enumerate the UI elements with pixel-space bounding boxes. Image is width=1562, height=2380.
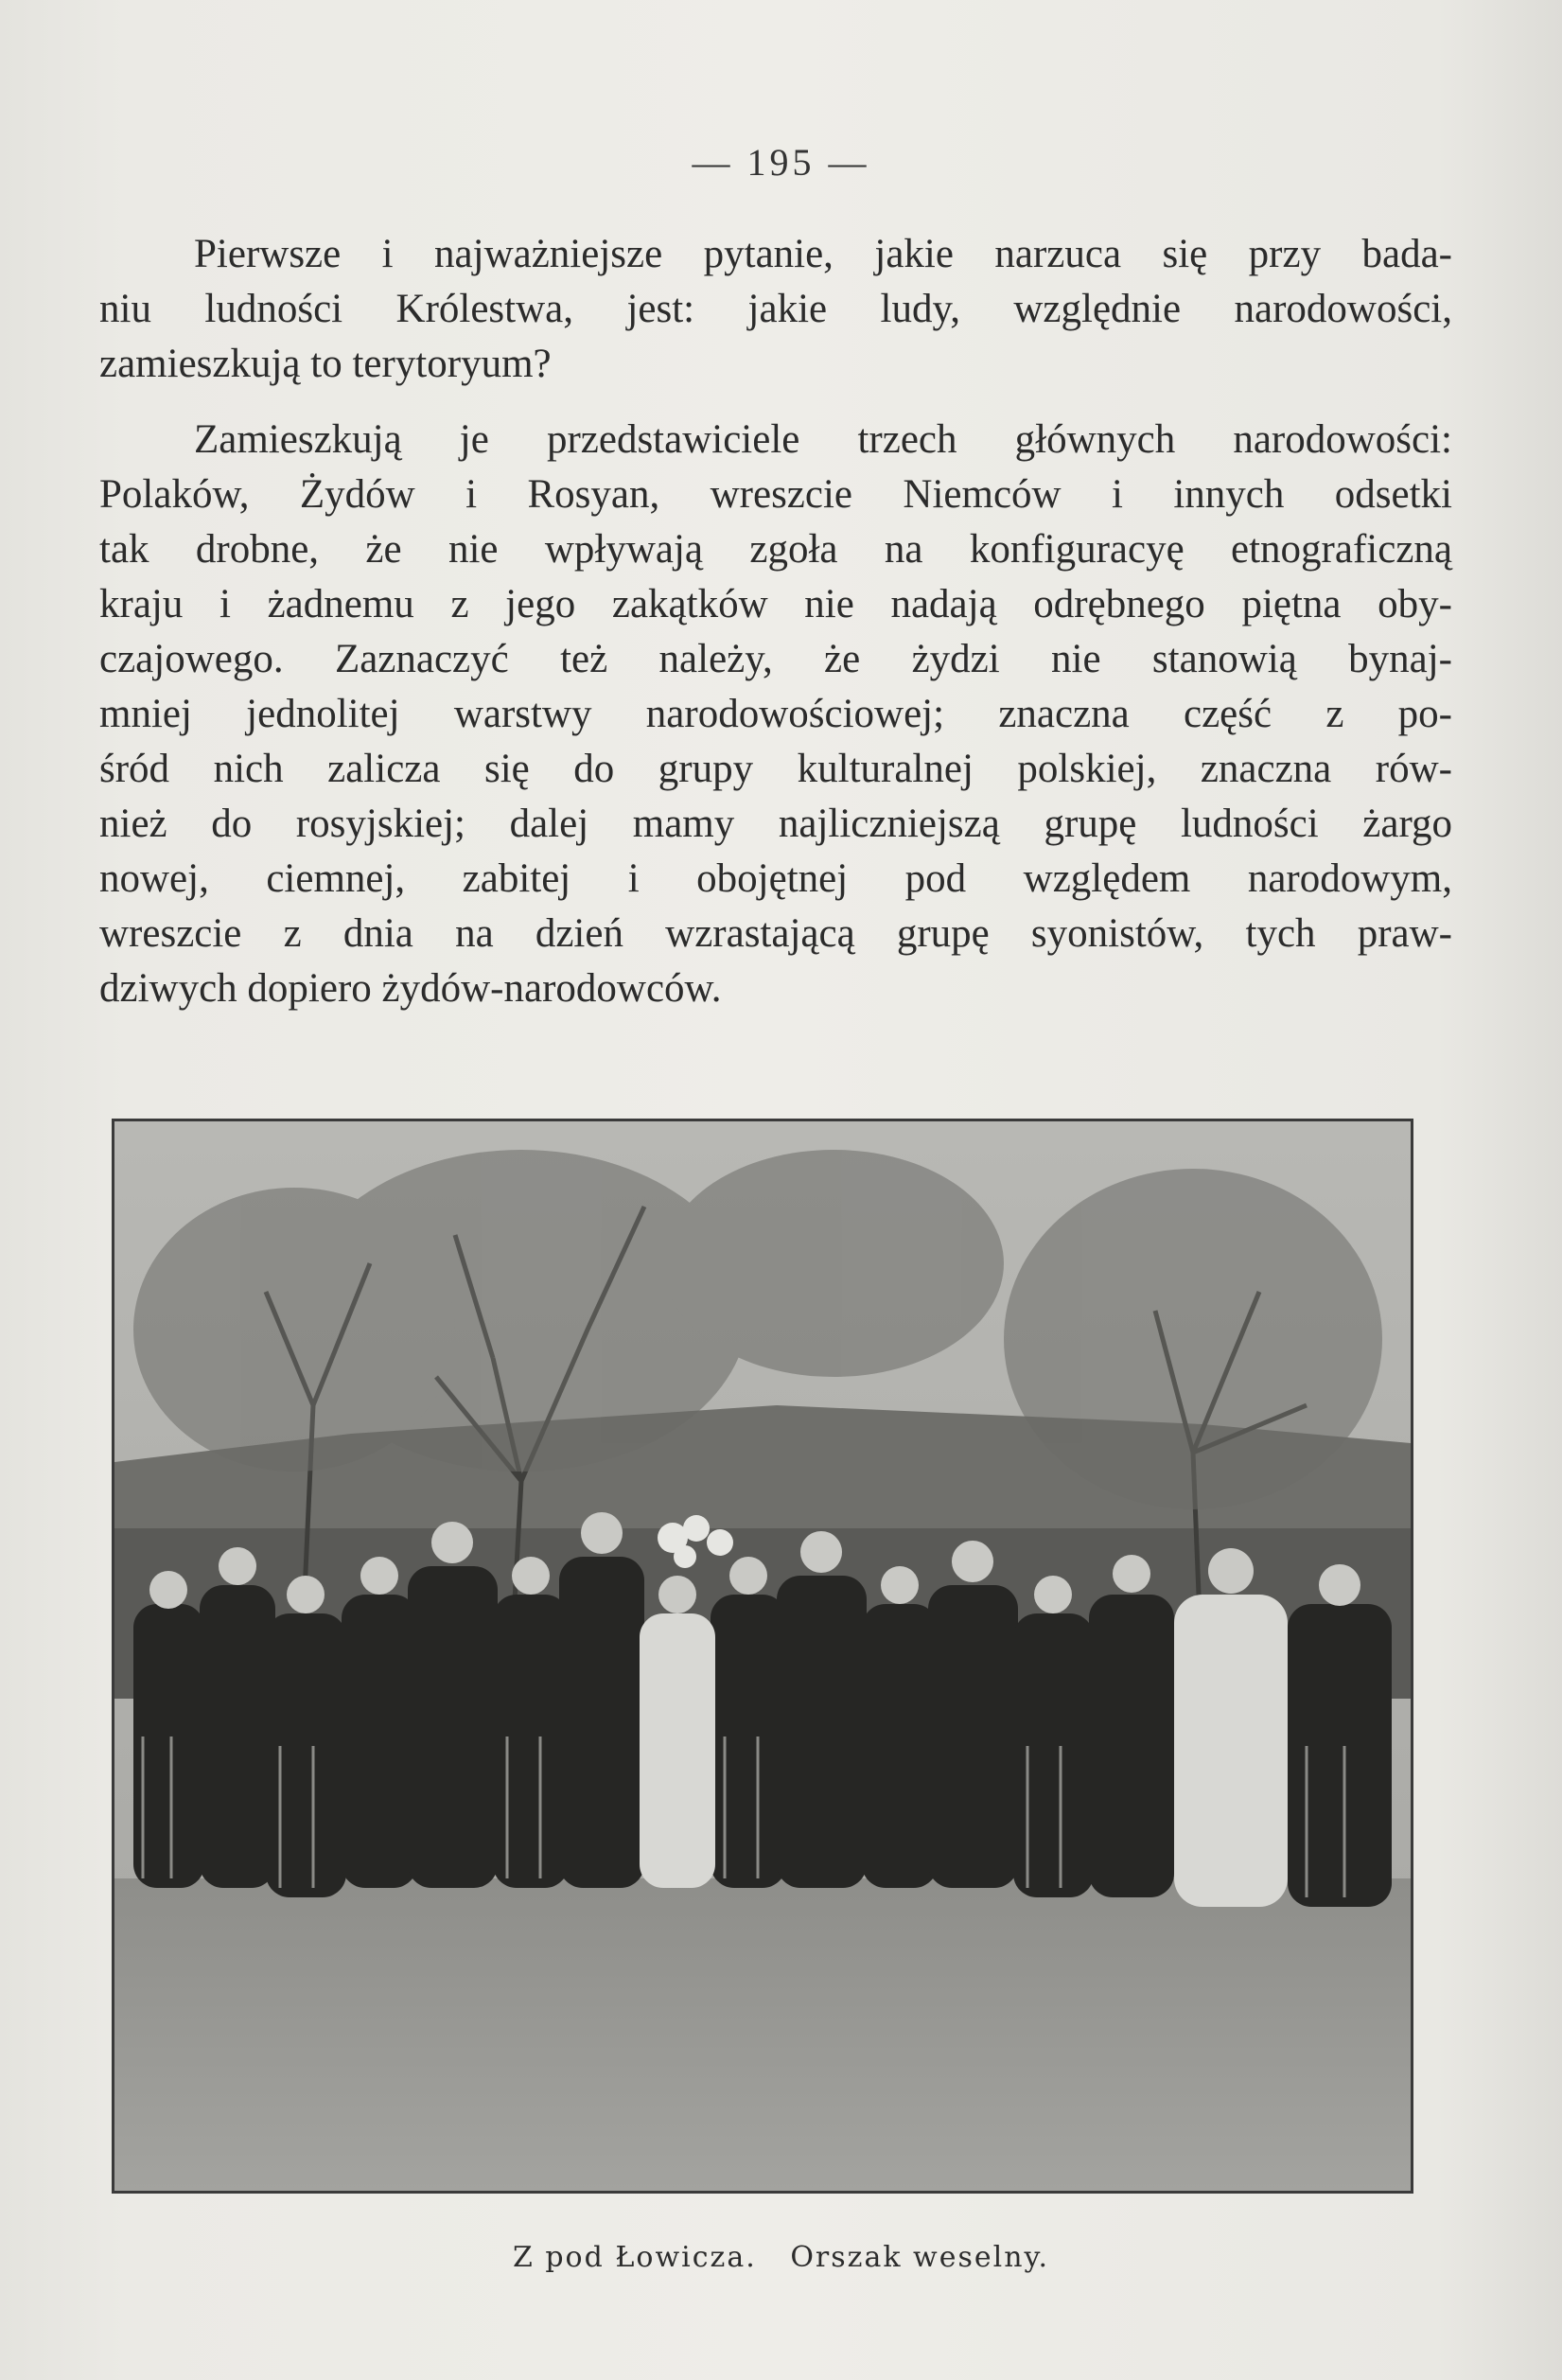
wedding-procession-photo [112,1119,1413,2194]
text-line: czajowego. Zaznaczyć też należy, że żydzi nie stanowią bynaj- [99,637,1452,681]
text-line: nowej, ciemnej, zabitej i obojętnej pod względem narodowym, [99,856,1452,901]
text-line: dziwych dopiero żydów-narodowców. [99,966,722,1011]
text-line: nież do rosyjskiej; dalej mamy najliczniejszą grupę ludności żargo [99,802,1452,846]
text-line: kraju i żadnemu z jego zakątków nie nadają odrębnego piętna oby- [99,582,1452,626]
text-line: śród nich zalicza się do grupy kulturalnej polskiej, znaczna rów- [99,747,1452,791]
text-line: mniej jednolitej warstwy narodowościowej; znaczna część z po- [99,692,1452,736]
text-line: niu ludności Królestwa, jest: jakie ludy, względnie narodowości, [99,287,1452,331]
text-line: tak drobne, że nie wpływają zgoła na konfiguracyę etnograficzną [99,527,1452,572]
body-text [99,227,1452,1037]
text-line: Pierwsze i najważniejsze pytanie, jakie narzuca się przy bada- [194,232,1452,276]
photo-illustration [114,1121,1411,2191]
text-line: zamieszkują to terytoryum? [99,342,552,386]
paragraph-1 [99,227,1452,392]
caption-title: Orszak weselny. [790,2241,1050,2274]
paragraph-2 [99,413,1452,1016]
text-line: Zamieszkują je przedstawiciele trzech głównych narodowości: [194,417,1452,462]
page-number: — 195 — [692,141,870,184]
photo-caption [0,2241,1562,2274]
caption-place: Z pod Łowicza. [512,2241,757,2274]
text-line: Polaków, Żydów i Rosyan, wreszcie Niemców i innych odsetki [99,472,1452,517]
text-line: wreszcie z dnia na dzień wzrastającą grupę syonistów, tych praw- [99,911,1452,956]
